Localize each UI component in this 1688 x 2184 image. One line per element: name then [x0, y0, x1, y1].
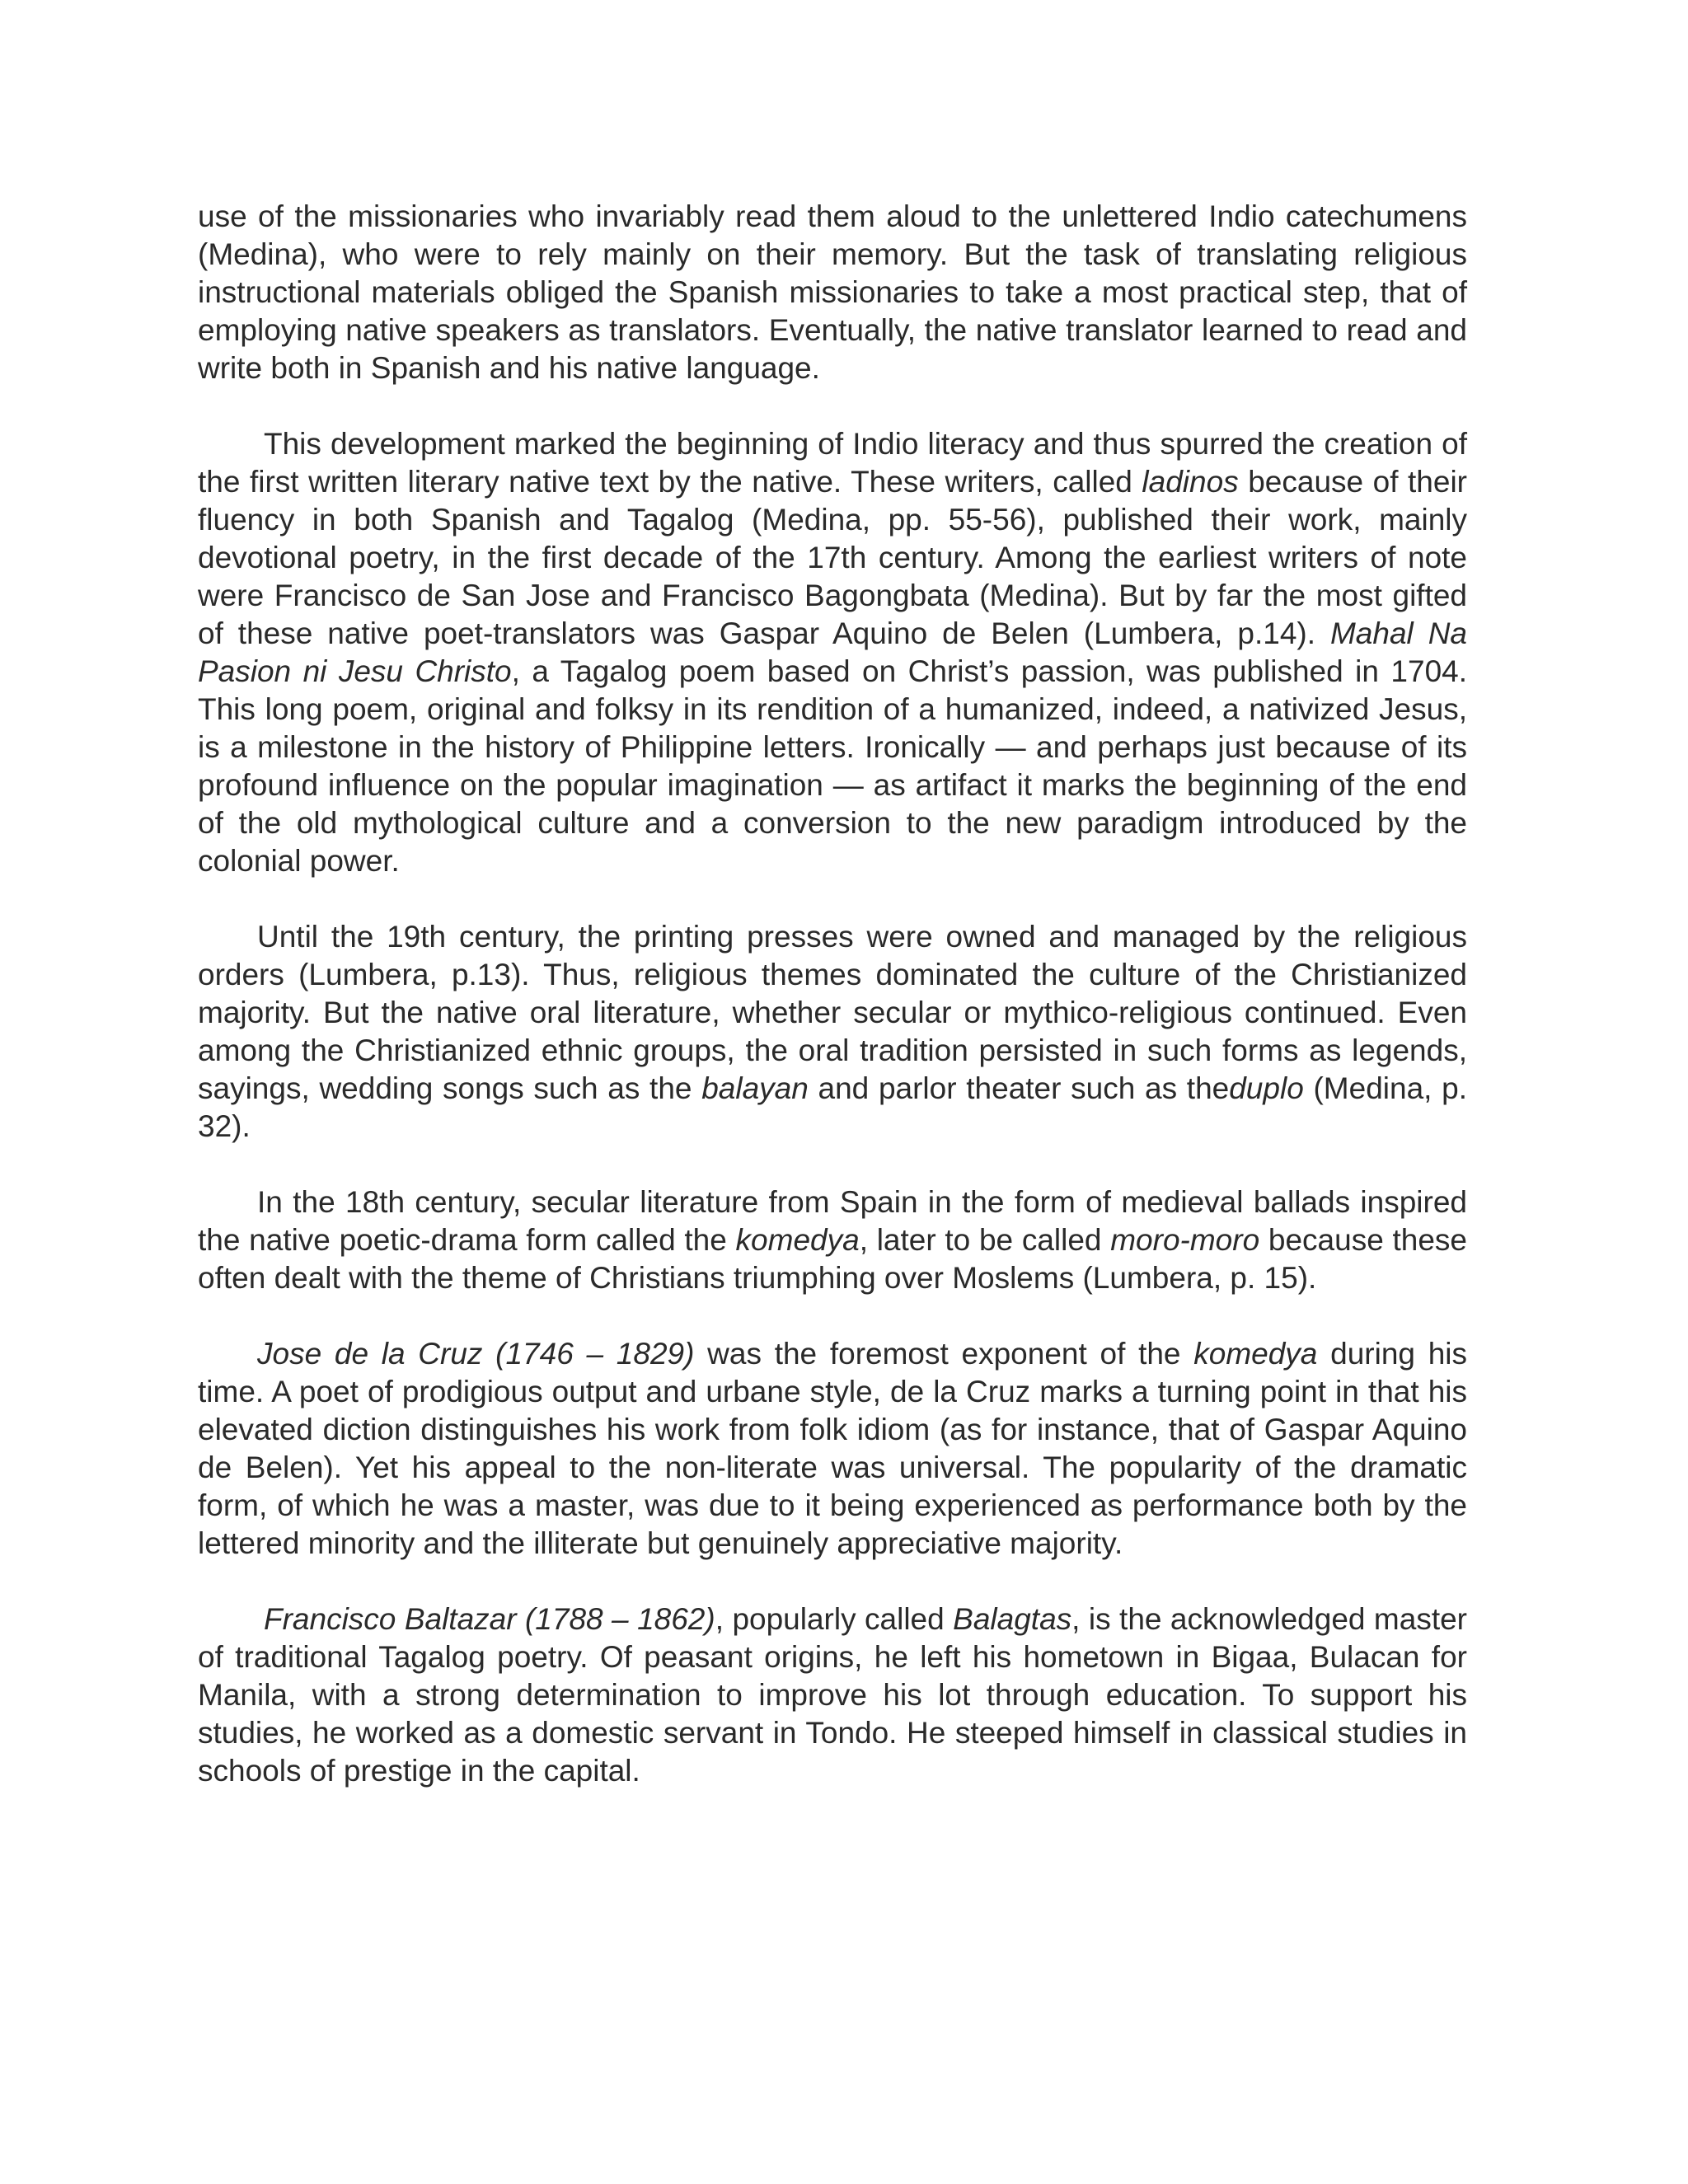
text-span: during his time. A poet of prodigious output and urbane style, de la Cruz marks a turning point in that his elevated diction distinguishes his work from folk idiom (as for instance, that of Gaspar Aquino de Belen). Yet his appeal to the non-literate was universal. The popularity of the dramatic form, of which he was a master, was due to it being experienced as performance both by the lettered minority and the illiterate but genuinely appreciative majority.: [198, 1337, 1467, 1560]
text-span: and parlor theater such as the: [808, 1071, 1230, 1105]
text-span: , later to be called: [859, 1223, 1111, 1257]
italic-name: Jose de la Cruz (1746 – 1829): [257, 1337, 695, 1371]
paragraph-19th-century: [198, 918, 1467, 1146]
text-span: because of their fluency in both Spanish and Tagalog (Medina, pp. 55-56), published their work, mainly devotional poetry, in the first decade of the 17th century. Among the earliest writers of note were Francisco de San Jose and Francisco Bagongbata (Medina). But by far the most gifted of these native poet-translators was Gaspar Aquino de Belen (Lumbera, p.14).: [198, 465, 1467, 650]
italic-term: komedya: [735, 1223, 860, 1257]
document-page: [198, 198, 1467, 1828]
paragraph-continuation: [198, 198, 1467, 387]
paragraph-francisco-baltazar: [198, 1601, 1467, 1790]
text-span: , a Tagalog poem based on Christ’s passion, was published in 1704. This long poem, original and folksy in its rendition of a humanized, indeed, a nativized Jesus, is a milestone in the history of Philippine letters. Ironically — and perhaps just because of its profound influence on the popular imagination — as artifact it marks the beginning of the end of the old mythological culture and a conversion to the new paradigm introduced by the colonial power.: [198, 654, 1467, 878]
italic-term: duplo: [1229, 1071, 1304, 1105]
text-span: Until the 19th century, the printing presses were owned and managed by the religious orders (Lumbera, p.13). Thus, religious themes dominated the culture of the Christianized majority. But the native oral literature, whether secular or mythico-religious continued. Even among the Christianized ethnic groups, the oral tradition persisted in such forms as legends, sayings, wedding songs such as the: [198, 920, 1467, 1105]
italic-name: Francisco Baltazar (1788 – 1862): [264, 1602, 715, 1636]
paragraph-jose-de-la-cruz: [198, 1335, 1467, 1563]
paragraph-ladinos: [198, 425, 1467, 880]
italic-term: moro-moro: [1110, 1223, 1260, 1257]
paragraph-18th-century: [198, 1183, 1467, 1297]
text-span: , is the acknowledged master of traditional Tagalog poetry. Of peasant origins, he left his hometown in Bigaa, Bulacan for Manila, with a strong determination to improve his lot through education. To support his studies, he worked as a domestic servant in Tondo. He steeped himself in classical studies in schools of prestige in the capital.: [198, 1602, 1467, 1788]
italic-term: balayan: [701, 1071, 809, 1105]
text-span: because these often dealt with the theme of Christians triumphing over Moslems (Lumbera, p. 15).: [198, 1223, 1467, 1295]
text-span: , popularly called: [715, 1602, 954, 1636]
text-span: In the 18th century, secular literature from Spain in the form of medieval ballads inspired the native poetic-drama form called the: [198, 1185, 1467, 1257]
text-span: use of the missionaries who invariably read them aloud to the unlettered Indio catechumens (Medina), who were to rely mainly on their memory. But the task of translating religious instructional materials obliged the Spanish missionaries to take a most practical step, that of employing native speakers as translators. Eventually, the native translator learned to read and write both in Spanish and his native language.: [198, 199, 1467, 385]
text-span: This development marked the beginning of Indio literacy and thus spurred the creation of the first written literary native text by the native. These writers, called: [198, 427, 1467, 499]
italic-term: ladinos: [1142, 465, 1239, 499]
italic-title: Mahal Na Pasion ni Jesu Christo: [198, 616, 1467, 688]
text-span: was the foremost exponent of the: [694, 1337, 1194, 1371]
italic-term: Balagtas: [953, 1602, 1072, 1636]
text-span: (Medina, p. 32).: [198, 1071, 1467, 1143]
italic-term: komedya: [1193, 1337, 1318, 1371]
